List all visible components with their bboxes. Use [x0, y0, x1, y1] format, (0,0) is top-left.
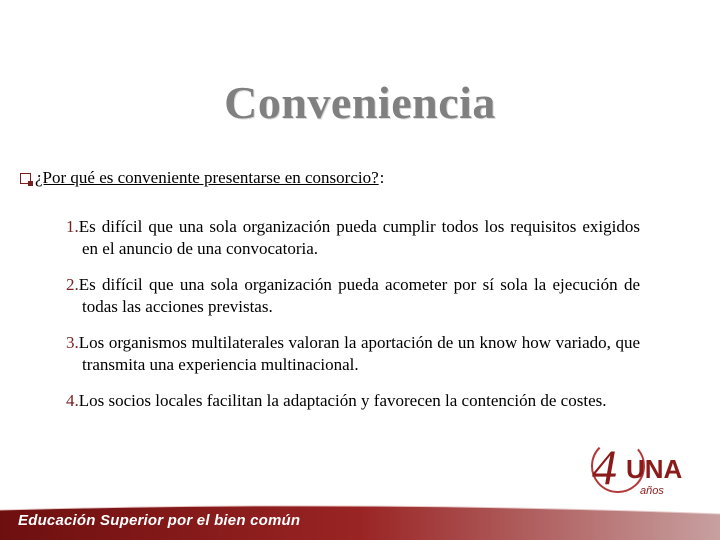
logo-numeral: 4 [592, 439, 617, 495]
list-item-number: 2. [66, 275, 79, 294]
numbered-list [66, 216, 640, 426]
list-item [66, 274, 640, 318]
list-item [66, 390, 640, 412]
footer-tagline: Educación Superior por el bien común [18, 512, 301, 529]
question-colon: : [379, 168, 385, 187]
list-item [66, 332, 640, 376]
list-item-text: Es difícil que una sola organización pueda cumplir todos los requisitos exigidos en el anuncio de una convocatoria. [78, 217, 640, 258]
list-item-number: 3. [66, 333, 79, 352]
question-bullet [20, 168, 660, 188]
list-item-number: 4. [66, 391, 79, 410]
slide-title: Conveniencia [224, 77, 496, 128]
logo-brand: UNA [626, 454, 683, 484]
list-item-text: Los socios locales facilitan la adaptación y favorecen la contención de costes. [78, 391, 607, 410]
question-text: ¿Por qué es conveniente presentarse en consorcio? [35, 168, 379, 187]
list-item-number: 1. [66, 217, 79, 236]
checkbox-bullet-icon [20, 173, 31, 184]
logo-sub: años [640, 485, 664, 497]
list-item [66, 216, 640, 260]
una-40-logo [576, 432, 696, 502]
list-item-text: Los organismos multilaterales valoran la aportación de un know how variado, que transmita una experiencia multinacional. [78, 333, 640, 374]
list-item-text: Es difícil que una sola organización pueda acometer por sí sola la ejecución de todas las acciones previstas. [78, 275, 640, 316]
